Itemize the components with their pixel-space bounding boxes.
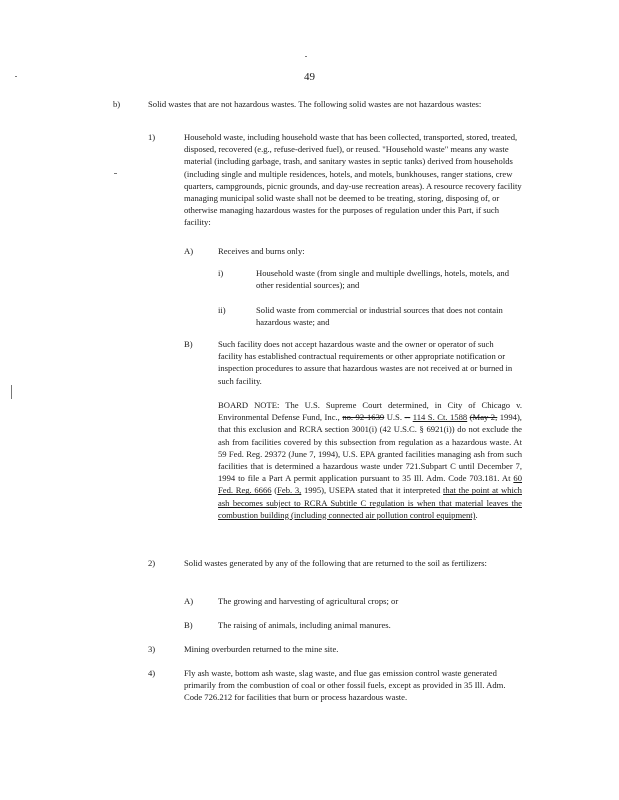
item-3-text: Mining overburden returned to the mine site.: [184, 644, 339, 654]
item-2a-label: A): [184, 596, 194, 606]
item-1b-text: Such facility does not accept hazardous waste and the owner or operator of such facility has established contractual requirements or other appropriate notification or inspection procedures to assure that hazardous wastes are not received at or burned in such facility.: [218, 339, 513, 386]
inserted-text: 114 S. Ct. 1588: [412, 412, 468, 423]
section-b-text: Solid wastes that are not hazardous wastes. The following solid wastes are not hazardous wastes:: [148, 99, 482, 109]
item-2-text: Solid wastes generated by any of the following that are returned to the soil as fertilizers:: [184, 558, 487, 568]
board-note-text: U.S.: [386, 412, 402, 423]
item-1a-i-label: i): [218, 268, 224, 278]
scan-speck: [305, 56, 307, 57]
scan-speck: [114, 173, 117, 174]
item-2-label: 2): [148, 558, 156, 568]
item-2b-label: B): [184, 620, 193, 630]
item-1-label: 1): [148, 132, 156, 142]
board-note-text: (: [274, 485, 278, 496]
item-1a-ii-label: ii): [218, 305, 226, 315]
section-b-label: b): [113, 99, 121, 109]
struck-text: --: [404, 412, 411, 423]
inserted-text: Feb. 3,: [277, 485, 302, 496]
item-1a-i-text: Household waste (from single and multiple dwellings, hotels, motels, and other residential sources); and: [256, 268, 509, 291]
item-3-label: 3): [148, 644, 156, 654]
board-note-text: BOARD NOTE: The U.S. Supreme Court determined, in City of Chicago v. Environmental Defense Fund, Inc.,: [218, 400, 522, 423]
board-note: [218, 399, 522, 521]
board-note-text: 1995), USEPA stated that it interpreted: [303, 485, 441, 496]
struck-text: no. 92-1639: [342, 412, 385, 423]
item-1b-label: B): [184, 339, 193, 349]
item-1a-ii-text: Solid waste from commercial or industrial sources that does not contain hazardous waste; and: [256, 305, 503, 328]
inserted-text: that the point at which ash becomes subject to RCRA Subtitle C regulation is when that material leaves the combustion building (including connected air pollution control equipment): [218, 485, 522, 520]
item-2a-text: The growing and harvesting of agricultural crops; or: [218, 596, 399, 606]
item-1a-label: A): [184, 246, 194, 256]
board-note-text: .: [475, 509, 478, 520]
item-4-text: Fly ash waste, bottom ash waste, slag waste, and flue gas emission control waste generated primarily from the combustion of coal or other fossil fuels, except as provided in 35 Ill. Adm. Code 726.212 for facilities that burn or process hazardous waste.: [184, 668, 506, 703]
item-4-label: 4): [148, 668, 156, 678]
item-2b-text: The raising of animals, including animal manures.: [218, 620, 391, 630]
struck-text: (May 2,: [469, 412, 498, 423]
board-note-text: 1994), that this exclusion and RCRA section 3001(i) (42 U.S.C. § 6921(i)) do not exclude the ash from facilities covered by this subsection from regulation as a hazardous waste. At 59 Fed. Reg. 29372 (June 7, 1994), U.S. EPA granted facilities managing ash from such facilities that is determined a hazardous waste under 721.Subpart C until December 7, 1994 to file a Part A permit application pursuant to 35 Ill. Adm. Code 703.181. At: [218, 412, 522, 484]
page-number: 49: [304, 71, 315, 83]
scan-speck: [11, 385, 12, 399]
inserted-text: 60 Fed. Reg. 6666: [218, 473, 522, 496]
item-1a-text: Receives and burns only:: [218, 246, 305, 256]
item-1-text: Household waste, including household waste that has been collected, transported, stored, treated, disposed, recovered (e.g., refuse-derived fuel), or reused. "Household waste" means any waste material (including garbage, trash, and sanitary wastes in septic tanks) derived from households (including single and multiple residences, hotels, and motels, bunkhouses, ranger stations, crew quarters, campgrounds, picnic grounds, and day-use recreation areas). A resource recovery facility managing municipal solid waste shall not be deemed to be treating, storing, disposing of, or otherwise managing hazardous wastes for the purposes of regulation under this Part, if such facility:: [184, 132, 522, 228]
